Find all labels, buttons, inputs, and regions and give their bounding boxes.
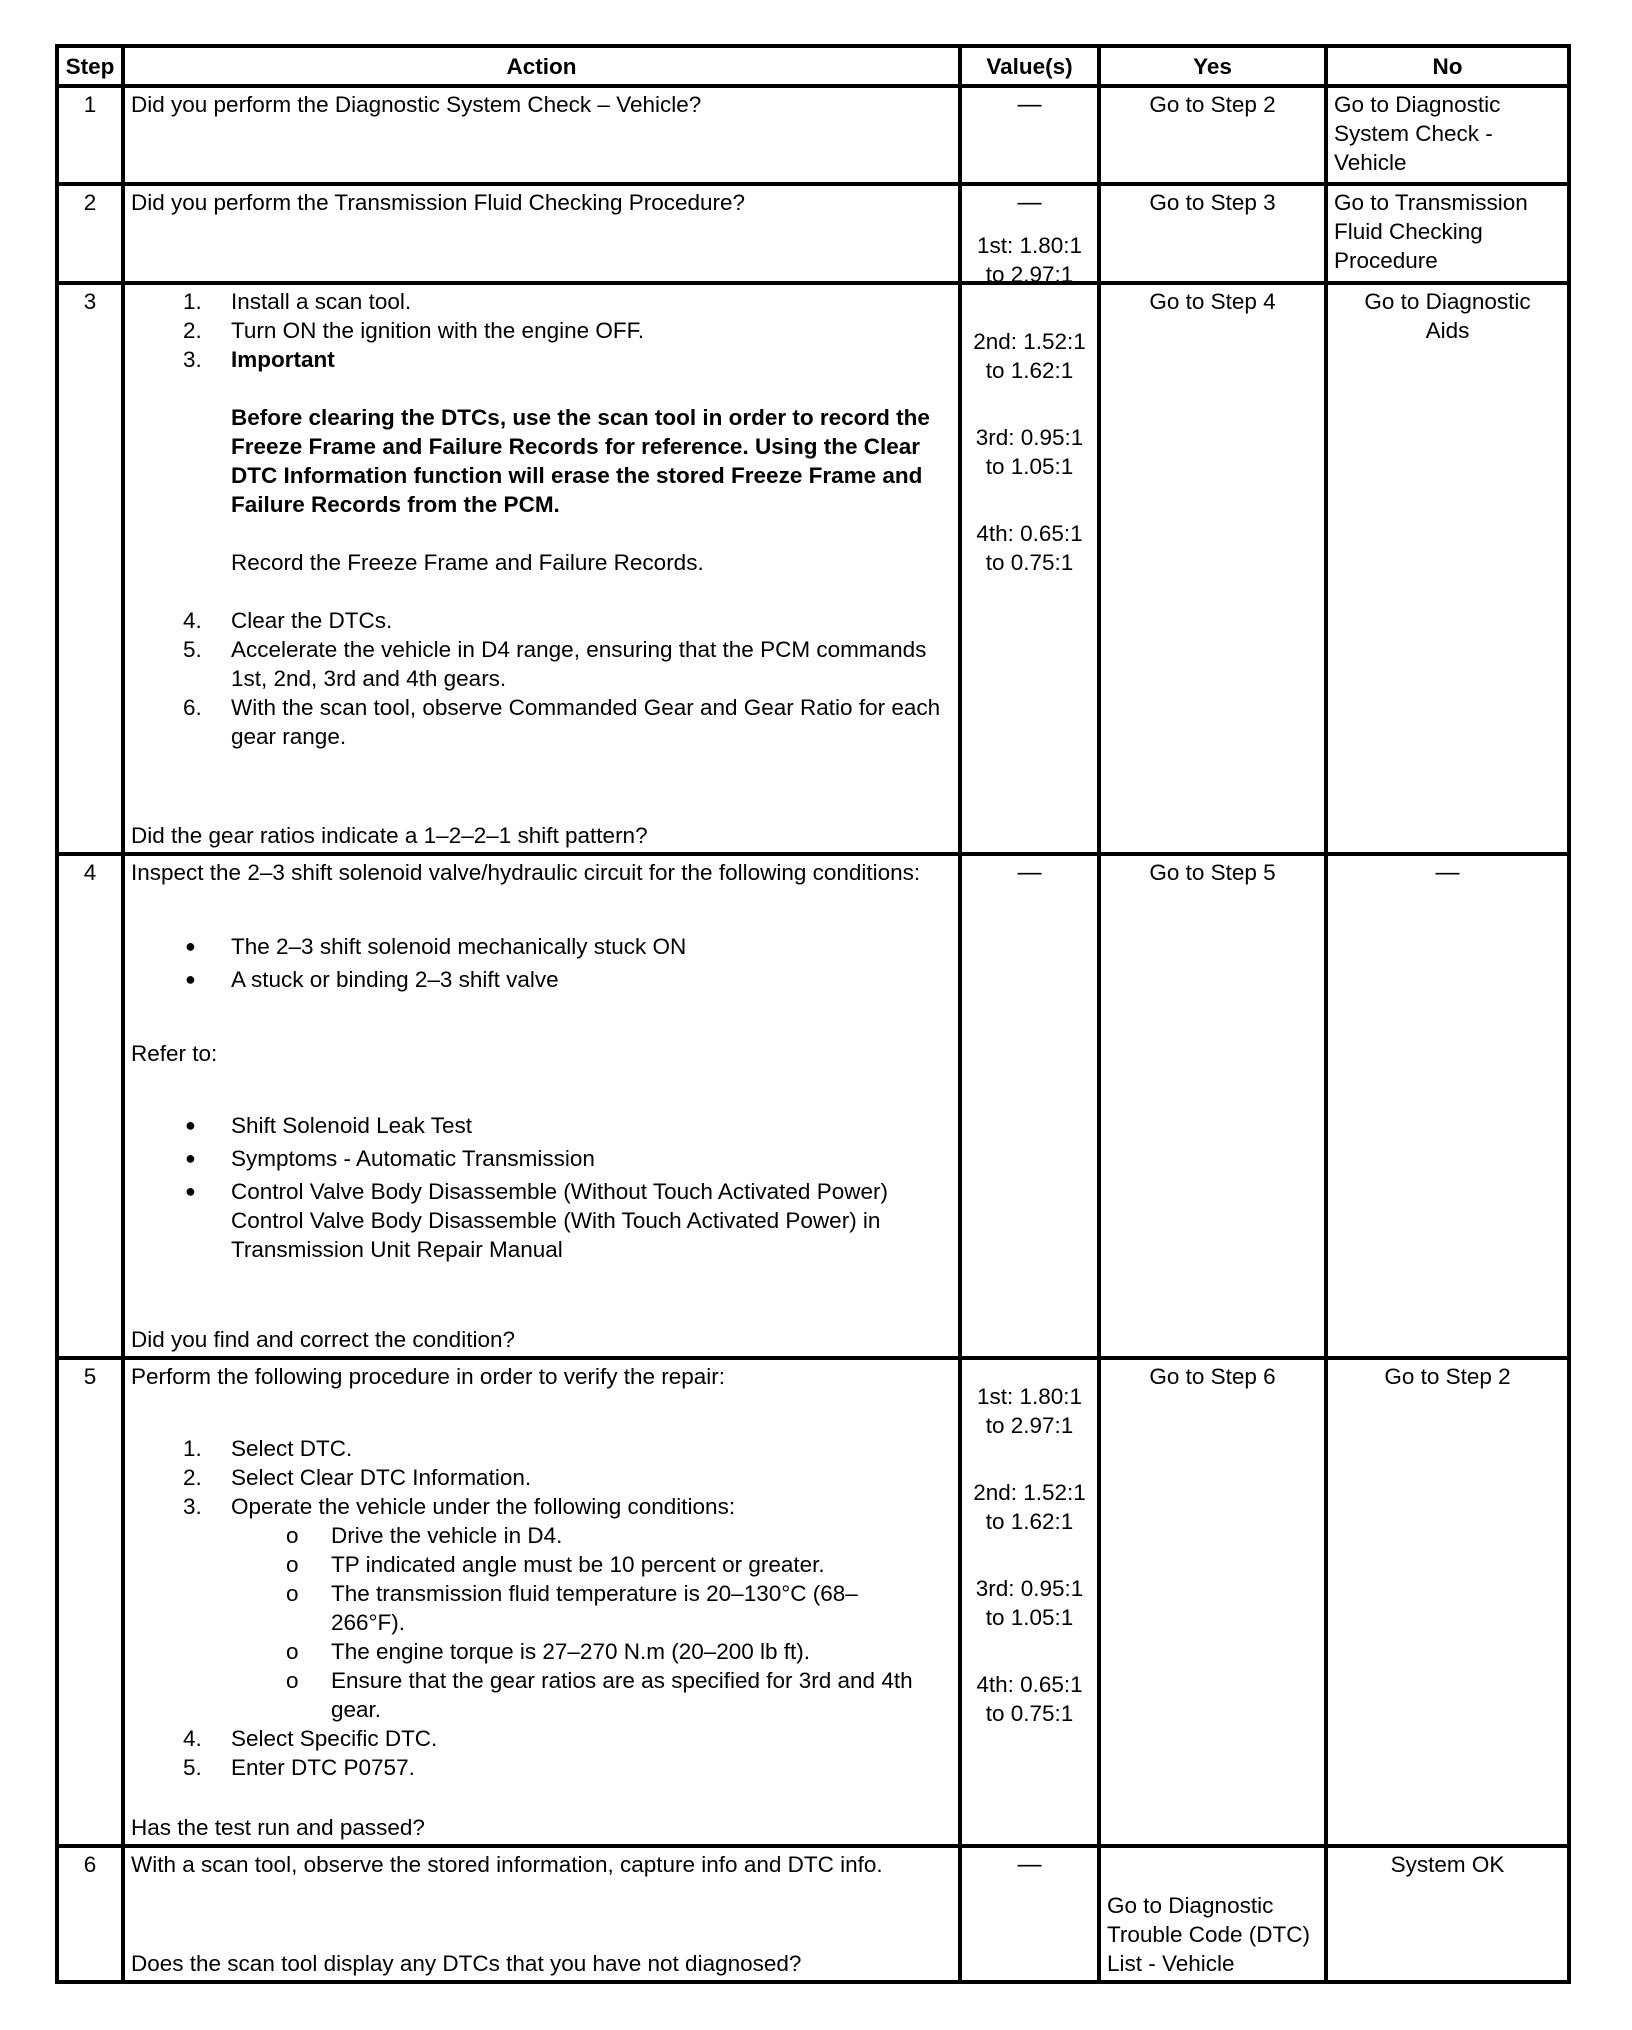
list-item: ● The 2–3 shift solenoid mechanically stuck ON xyxy=(131,930,952,963)
list-item: o The engine torque is 27–270 N.m (20–200 lb ft). xyxy=(286,1639,811,1664)
list-item: 2. Select Clear DTC Information. xyxy=(183,1465,532,1490)
no-cell: — xyxy=(1326,854,1569,1358)
bullet-icon: ● xyxy=(185,969,196,989)
list-item: 1. Select DTC. xyxy=(183,1436,353,1461)
step-question: Did you find and correct the condition? xyxy=(131,1327,515,1352)
inspection-intro: Inspect the 2–3 shift solenoid valve/hydraulic circuit for the following conditions: xyxy=(131,860,921,885)
no-cell: Go to Diagnostic System Check - Vehicle xyxy=(1326,86,1569,184)
diagnostic-table xyxy=(55,44,1571,1984)
yes-cell: Go to Diagnostic Trouble Code (DTC) List - Vehicle xyxy=(1099,1846,1326,1982)
no-cell: Go to Step 2 xyxy=(1326,1358,1569,1846)
header-row xyxy=(57,46,1569,86)
table-row xyxy=(57,854,1569,1358)
header-no: No xyxy=(1326,46,1569,86)
action-cell xyxy=(123,283,960,854)
list-item: 3. Operate the vehicle under the following conditions: xyxy=(183,1494,736,1519)
scan-instruction: With a scan tool, observe the stored information, capture info and DTC info. xyxy=(131,1852,883,1877)
bullet-icon: ● xyxy=(185,936,196,956)
table-row xyxy=(57,1358,1569,1846)
list-item: o Ensure that the gear ratios are as specified for 3rd and 4th gear. xyxy=(286,1668,913,1722)
gear-ratio-value: 3rd: 0.95:1 to 1.05:1 xyxy=(975,1576,1084,1630)
header-values: Value(s) xyxy=(960,46,1099,86)
action-cell xyxy=(123,854,960,1358)
step-question: Has the test run and passed? xyxy=(131,1815,425,1840)
gear-ratio-value: 2nd: 1.52:1 to 1.62:1 xyxy=(973,329,1086,383)
important-label: Important xyxy=(231,347,335,372)
step-number: 4 xyxy=(57,854,123,1358)
header-step: Step xyxy=(57,46,123,86)
refer-label: Refer to: xyxy=(131,1041,218,1066)
value-cell: — xyxy=(960,854,1099,1358)
value-cell: — xyxy=(960,184,1099,283)
yes-cell: Go to Step 2 xyxy=(1099,86,1326,184)
yes-cell: Go to Step 6 xyxy=(1099,1358,1326,1846)
value-cell: — xyxy=(960,1846,1099,1982)
action-cell xyxy=(123,1358,960,1846)
list-item: o Drive the vehicle in D4. xyxy=(286,1523,563,1548)
list-item: ● Symptoms - Automatic Transmission xyxy=(185,1146,595,1171)
yes-cell: Go to Step 3 xyxy=(1099,184,1326,283)
value-cell: — xyxy=(960,86,1099,184)
no-cell: Go to Diagnostic Aids xyxy=(1326,283,1569,854)
value-cell xyxy=(960,233,1099,854)
header-yes: Yes xyxy=(1099,46,1326,86)
circle-bullet-icon: o xyxy=(286,1668,299,1693)
gear-ratio-value: 4th: 0.65:1 to 0.75:1 xyxy=(976,521,1083,575)
gear-ratio-value: 1st: 1.80:1 to 2.97:1 xyxy=(976,1384,1083,1438)
list-item: ● A stuck or binding 2–3 shift valve xyxy=(131,963,952,996)
procedure-list xyxy=(131,606,952,751)
circle-bullet-icon: o xyxy=(286,1581,299,1606)
list-item: o TP indicated angle must be 10 percent or greater. xyxy=(286,1552,825,1577)
gear-ratio-value: 3rd: 0.95:1 to 1.05:1 xyxy=(975,425,1084,479)
action-cell: Did you perform the Transmission Fluid Checking Procedure? xyxy=(123,184,960,283)
step-question: Did the gear ratios indicate a 1–2–2–1 shift pattern? xyxy=(131,823,648,848)
procedure-list xyxy=(131,287,952,374)
list-item: 6. With the scan tool, observe Commanded Gear and Gear Ratio for each gear range. xyxy=(183,695,941,749)
list-item: ● Control Valve Body Disassemble (Without Touch Activated Power) Control Valve Body Disassemble (With Touch Activated Power) in Transmission Unit Repair Manual xyxy=(185,1179,888,1262)
list-item: 3. Important xyxy=(183,347,335,372)
circle-bullet-icon: o xyxy=(286,1523,299,1548)
circle-bullet-icon: o xyxy=(286,1552,299,1577)
step-number: 6 xyxy=(57,1846,123,1982)
action-cell: Did you perform the Diagnostic System Check – Vehicle? xyxy=(123,86,960,184)
condition-sublist xyxy=(131,1521,952,1724)
gear-ratio-value: 1st: 1.80:1 to 2.97:1 xyxy=(976,233,1083,287)
bullet-icon: ● xyxy=(185,1181,196,1201)
reference-list xyxy=(131,1111,952,1264)
table-row xyxy=(57,283,1569,854)
yes-cell: Go to Step 5 xyxy=(1099,854,1326,1358)
step-number: 5 xyxy=(57,1358,123,1846)
yes-cell: Go to Step 4 xyxy=(1099,283,1326,854)
list-item: 2. Turn ON the ignition with the engine OFF. xyxy=(183,318,645,343)
value-cell xyxy=(960,1358,1099,1846)
list-item: 4. Clear the DTCs. xyxy=(183,608,393,633)
procedure-list xyxy=(131,1434,952,1521)
procedure-intro: Perform the following procedure in order to verify the repair: xyxy=(131,1364,726,1389)
list-item: o The transmission fluid temperature is 20–130°C (68–266°F). xyxy=(286,1581,858,1635)
list-item: ● Shift Solenoid Leak Test xyxy=(185,1113,472,1138)
list-item: 5. Accelerate the vehicle in D4 range, ensuring that the PCM commands 1st, 2nd, 3rd and 4th gears. xyxy=(183,637,927,691)
step-number: 2 xyxy=(57,184,123,283)
step-number: 3 xyxy=(57,283,123,854)
bullet-icon: ● xyxy=(185,1148,196,1168)
step-question: Does the scan tool display any DTCs that you have not diagnosed? xyxy=(131,1951,802,1976)
gear-ratio-value: 4th: 0.65:1 to 0.75:1 xyxy=(976,1672,1083,1726)
action-cell xyxy=(123,1846,960,1982)
table-row xyxy=(57,86,1569,184)
table-row xyxy=(57,1846,1569,1982)
step-number: 1 xyxy=(57,86,123,184)
important-note: Before clearing the DTCs, use the scan tool in order to record the Freeze Frame and Failure Records for reference. Using the Clear DTC Information function will erase the stored Freeze Frame and Failure Records from the PCM. xyxy=(231,405,930,517)
circle-bullet-icon: o xyxy=(286,1639,299,1664)
list-item: 1. Install a scan tool. xyxy=(183,289,412,314)
record-instruction: Record the Freeze Frame and Failure Records. xyxy=(231,550,704,575)
gear-ratio-value: 2nd: 1.52:1 to 1.62:1 xyxy=(973,1480,1086,1534)
list-item: 4. Select Specific DTC. xyxy=(183,1726,438,1751)
list-item: 5. Enter DTC P0757. xyxy=(183,1755,415,1780)
table-row xyxy=(57,184,1569,283)
no-cell: System OK xyxy=(1326,1846,1569,1982)
procedure-list xyxy=(131,1724,952,1782)
no-cell: Go to Transmission Fluid Checking Procedure xyxy=(1326,184,1569,283)
header-action: Action xyxy=(123,46,960,86)
conditions-list xyxy=(131,930,952,996)
bullet-icon: ● xyxy=(185,1115,196,1135)
